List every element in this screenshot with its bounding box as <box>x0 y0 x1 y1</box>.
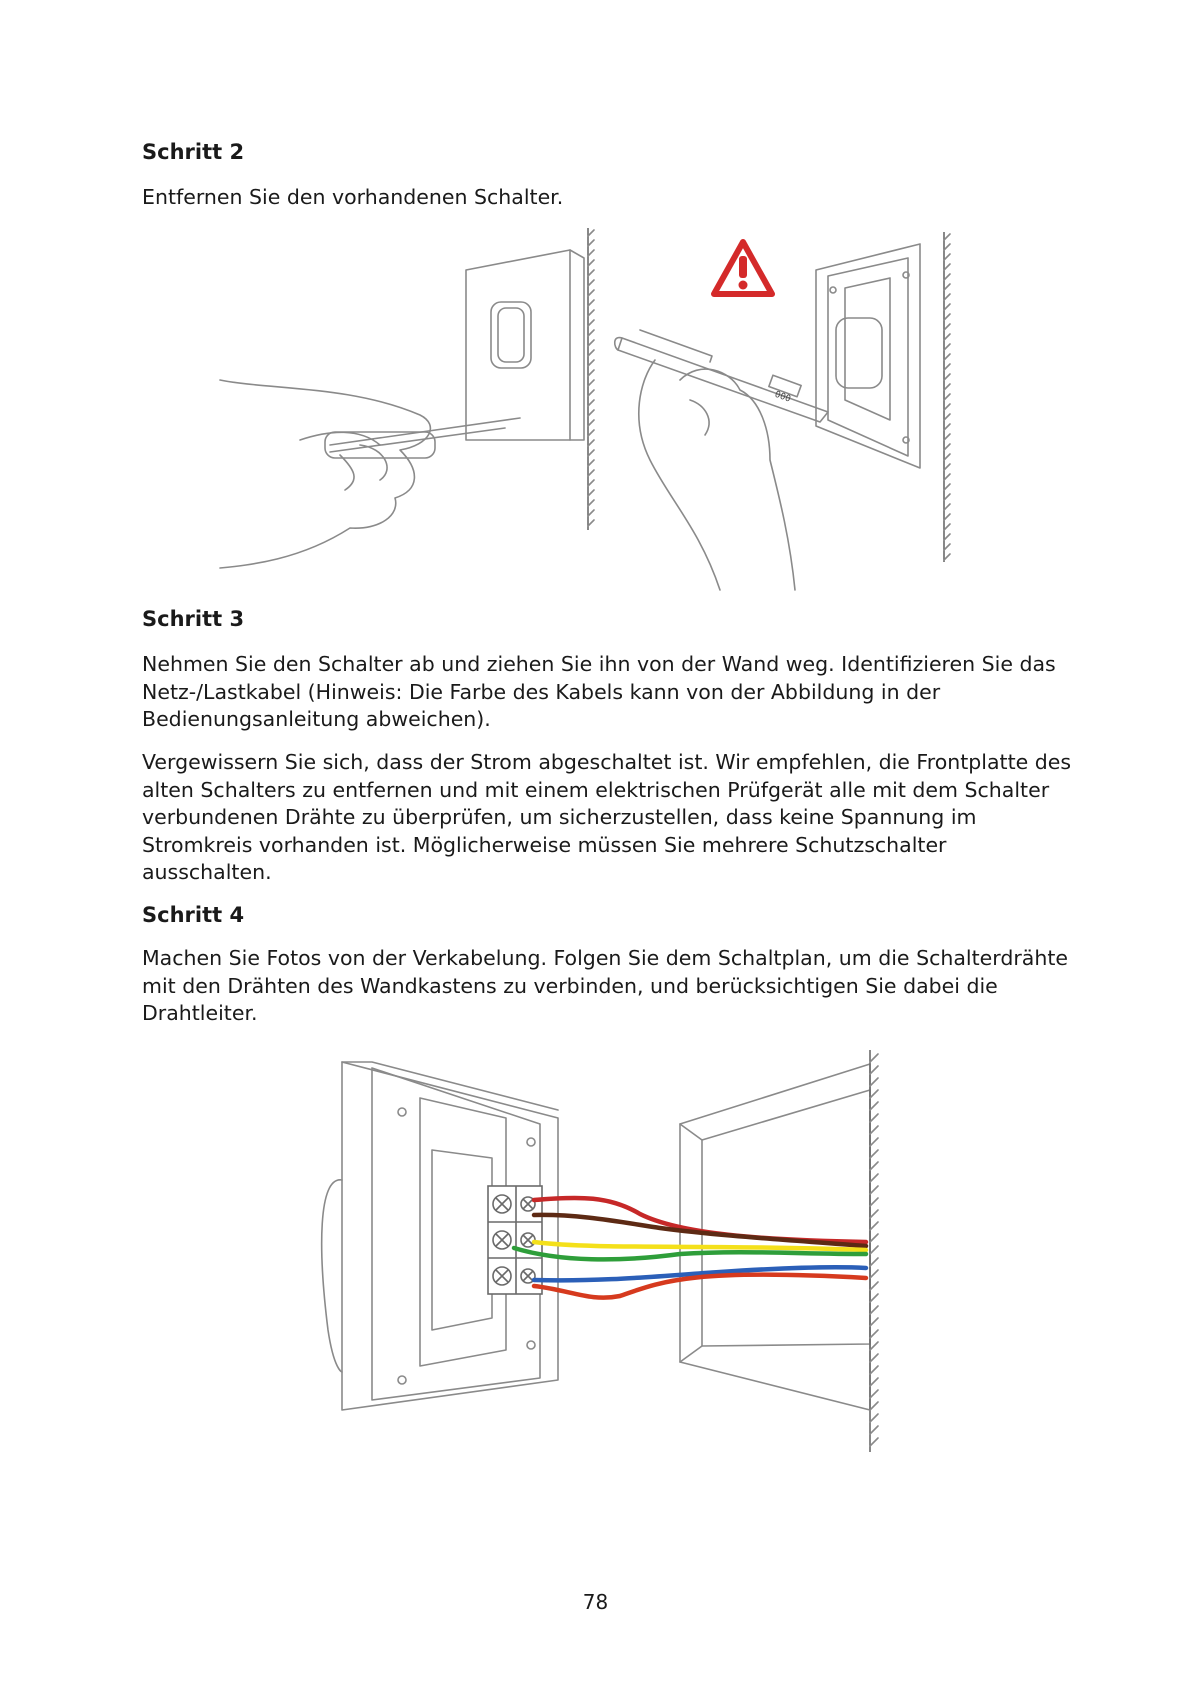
step-4-heading: Schritt 4 <box>142 903 245 927</box>
wall-hatching <box>870 1050 878 1452</box>
step-3-text-2: Vergewissern Sie sich, dass der Strom abgeschaltet ist. Wir empfehlen, die Frontplatte des alten Schalters zu entfernen und mit einem elektrischen Prüfgerät alle mit dem Schalter verbundenen Drähte zu überprüfen, um sicherzustellen, dass keine Spannung im Stromkreis vorhanden ist. Möglicherweise müssen Sie mehrere Schutzschalter ausschalten. <box>142 750 1072 884</box>
step-2-text: Entfernen Sie den vorhandenen Schalter. <box>142 185 564 209</box>
step-4-text: Machen Sie Fotos von der Verkabelung. Folgen Sie dem Schaltplan, um die Schalterdrähte mit den Drähten des Wandkastens zu verbinden, und berücksichtigen Sie dabei die Drahtleiter. <box>142 946 1068 1025</box>
wire-brown <box>534 1215 866 1246</box>
wires <box>514 1198 866 1298</box>
step-3-heading: Schritt 3 <box>142 607 245 631</box>
step-2-heading: Schritt 2 <box>142 140 245 164</box>
wire-red-top <box>534 1198 866 1242</box>
step-3-text-1: Nehmen Sie den Schalter ab und ziehen Sie ihn von der Wand weg. Identifizieren Sie das Netz-/Lastkabel (Hinweis: Die Farbe des Kabels kann von der Abbildung in der Bedienungsanleitung abweichen). <box>142 652 1056 731</box>
tester-display: 000 <box>773 389 792 405</box>
page-number: 78 <box>582 1590 609 1614</box>
